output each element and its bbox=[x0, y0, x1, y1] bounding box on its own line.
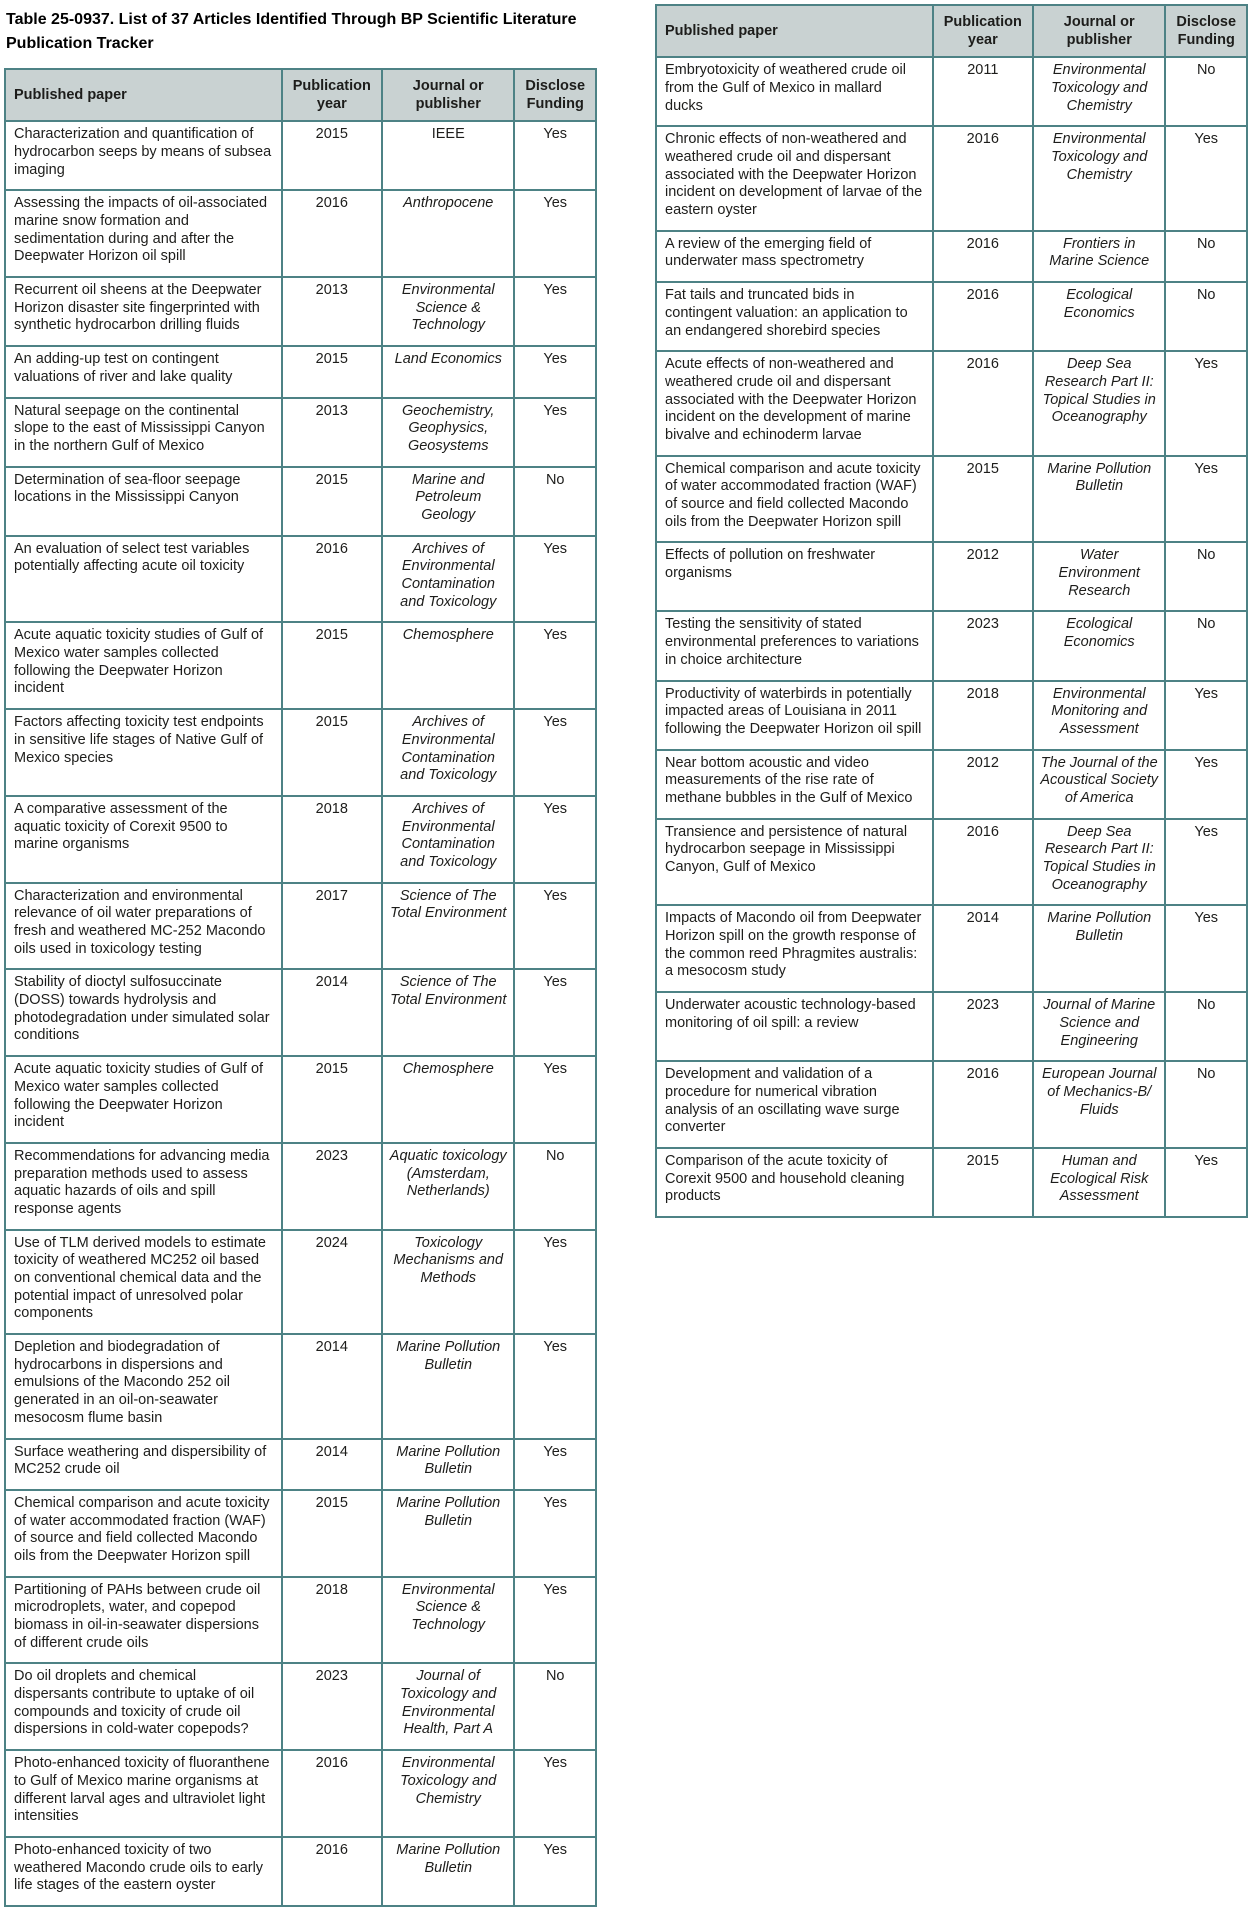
journal-cell: IEEE bbox=[382, 121, 514, 190]
funding-cell: No bbox=[1165, 611, 1247, 680]
paper-cell: Determination of sea-floor seepage locations in the Mississippi Canyon bbox=[5, 467, 282, 536]
table-row bbox=[5, 190, 596, 277]
year-cell: 2012 bbox=[933, 542, 1033, 611]
funding-cell: No bbox=[1165, 282, 1247, 351]
paper-cell: Photo-enhanced toxicity of two weathered Macondo crude oils to early life stages of the eastern oyster bbox=[5, 1837, 282, 1906]
year-cell: 2016 bbox=[933, 282, 1033, 351]
table-row bbox=[5, 1663, 596, 1750]
paper-cell: Assessing the impacts of oil-associated marine snow formation and sedimentation during and after the Deepwater Horizon oil spill bbox=[5, 190, 282, 277]
column-header-disclose-funding: Disclose Funding bbox=[1165, 5, 1247, 57]
funding-cell: Yes bbox=[514, 121, 596, 190]
right-column bbox=[655, 4, 1248, 1218]
funding-cell: Yes bbox=[1165, 126, 1247, 230]
paper-cell: Use of TLM derived models to estimate toxicity of weathered MC252 oil based on conventional chemical data and the potential impact of unresolved polar components bbox=[5, 1230, 282, 1334]
journal-cell: Aquatic toxicology (Amsterdam, Netherlands) bbox=[382, 1143, 514, 1230]
year-cell: 2015 bbox=[282, 467, 382, 536]
year-cell: 2013 bbox=[282, 398, 382, 467]
year-cell: 2018 bbox=[282, 796, 382, 883]
year-cell: 2023 bbox=[933, 611, 1033, 680]
column-header-publication-year: Publication year bbox=[933, 5, 1033, 57]
funding-cell: No bbox=[1165, 57, 1247, 126]
funding-cell: Yes bbox=[514, 1439, 596, 1490]
year-cell: 2016 bbox=[933, 126, 1033, 230]
journal-cell: Environmental Toxicology and Chemistry bbox=[1033, 126, 1165, 230]
year-cell: 2015 bbox=[282, 622, 382, 709]
journal-cell: Marine Pollution Bulletin bbox=[1033, 456, 1165, 543]
table-row bbox=[5, 796, 596, 883]
table-row bbox=[5, 969, 596, 1056]
paper-cell: Underwater acoustic technology-based monitoring of oil spill: a review bbox=[656, 992, 933, 1061]
year-cell: 2015 bbox=[282, 346, 382, 397]
year-cell: 2012 bbox=[933, 750, 1033, 819]
table-row bbox=[5, 277, 596, 346]
paper-cell: Natural seepage on the continental slope to the east of Mississippi Canyon in the northern Gulf of Mexico bbox=[5, 398, 282, 467]
column-header-journal: Journal or publisher bbox=[1033, 5, 1165, 57]
funding-cell: Yes bbox=[1165, 750, 1247, 819]
table-row bbox=[5, 398, 596, 467]
table-header-right bbox=[656, 5, 1247, 57]
paper-cell: Characterization and environmental relevance of oil water preparations of fresh and weathered MC-252 Macondo oils used in toxicology testing bbox=[5, 883, 282, 970]
funding-cell: No bbox=[1165, 542, 1247, 611]
table-row bbox=[656, 750, 1247, 819]
paper-cell: Fat tails and truncated bids in contingent valuation: an application to an endangered shorebird species bbox=[656, 282, 933, 351]
year-cell: 2014 bbox=[282, 1439, 382, 1490]
paper-cell: An evaluation of select test variables potentially affecting acute oil toxicity bbox=[5, 536, 282, 623]
paper-cell: Stability of dioctyl sulfosuccinate (DOSS) towards hydrolysis and photodegradation under simulated solar conditions bbox=[5, 969, 282, 1056]
journal-cell: Marine Pollution Bulletin bbox=[382, 1334, 514, 1438]
table-row bbox=[656, 57, 1247, 126]
paper-cell: Depletion and biodegradation of hydrocarbons in dispersions and emulsions of the Macondo 252 oil generated in an oil-on-seawater mesocosm flume basin bbox=[5, 1334, 282, 1438]
table-row bbox=[656, 231, 1247, 282]
funding-cell: Yes bbox=[514, 1490, 596, 1577]
table-row bbox=[656, 992, 1247, 1061]
articles-table-right bbox=[655, 4, 1248, 1218]
funding-cell: Yes bbox=[514, 1577, 596, 1664]
funding-cell: Yes bbox=[514, 1750, 596, 1837]
paper-cell: A review of the emerging field of underwater mass spectrometry bbox=[656, 231, 933, 282]
funding-cell: Yes bbox=[514, 536, 596, 623]
table-row bbox=[5, 709, 596, 796]
year-cell: 2016 bbox=[933, 1061, 1033, 1148]
journal-cell: Environmental Toxicology and Chemistry bbox=[382, 1750, 514, 1837]
funding-cell: Yes bbox=[514, 622, 596, 709]
column-header-published-paper: Published paper bbox=[656, 5, 933, 57]
table-row bbox=[656, 456, 1247, 543]
journal-cell: Journal of Toxicology and Environmental Health, Part A bbox=[382, 1663, 514, 1750]
journal-cell: Archives of Environmental Contamination and Toxicology bbox=[382, 536, 514, 623]
table-row bbox=[656, 542, 1247, 611]
column-header-published-paper: Published paper bbox=[5, 69, 282, 121]
funding-cell: No bbox=[514, 1663, 596, 1750]
year-cell: 2013 bbox=[282, 277, 382, 346]
year-cell: 2017 bbox=[282, 883, 382, 970]
page-title: Table 25-0937. List of 37 Articles Identified Through BP Scientific Literature Publication Tracker bbox=[6, 11, 577, 52]
funding-cell: No bbox=[1165, 1061, 1247, 1148]
journal-cell: Human and Ecological Risk Assessment bbox=[1033, 1148, 1165, 1217]
paper-cell: Near bottom acoustic and video measurements of the rise rate of methane bubbles in the Gulf of Mexico bbox=[656, 750, 933, 819]
year-cell: 2015 bbox=[933, 456, 1033, 543]
column-header-publication-year: Publication year bbox=[282, 69, 382, 121]
year-cell: 2015 bbox=[282, 1056, 382, 1143]
journal-cell: Environmental Monitoring and Assessment bbox=[1033, 681, 1165, 750]
year-cell: 2016 bbox=[933, 231, 1033, 282]
table-row bbox=[5, 1056, 596, 1143]
funding-cell: Yes bbox=[514, 398, 596, 467]
table-row bbox=[5, 1750, 596, 1837]
journal-cell: Marine and Petroleum Geology bbox=[382, 467, 514, 536]
table-row bbox=[5, 1439, 596, 1490]
funding-cell: Yes bbox=[514, 1056, 596, 1143]
column-header-disclose-funding: Disclose Funding bbox=[514, 69, 596, 121]
journal-cell: Chemosphere bbox=[382, 622, 514, 709]
journal-cell: Geochemistry, Geophysics, Geosystems bbox=[382, 398, 514, 467]
paper-cell: Photo-enhanced toxicity of fluoranthene to Gulf of Mexico marine organisms at different larval ages and ultraviolet light intensities bbox=[5, 1750, 282, 1837]
year-cell: 2014 bbox=[282, 1334, 382, 1438]
journal-cell: Deep Sea Research Part II: Topical Studies in Oceanography bbox=[1033, 819, 1165, 906]
table-row bbox=[5, 1837, 596, 1906]
table-header-left bbox=[5, 69, 596, 121]
journal-cell: The Journal of the Acoustical Society of America bbox=[1033, 750, 1165, 819]
funding-cell: Yes bbox=[1165, 905, 1247, 992]
year-cell: 2016 bbox=[282, 1837, 382, 1906]
paper-cell: Productivity of waterbirds in potentially impacted areas of Louisiana in 2011 following the Deepwater Horizon oil spill bbox=[656, 681, 933, 750]
journal-cell: Ecological Economics bbox=[1033, 282, 1165, 351]
journal-cell: Anthropocene bbox=[382, 190, 514, 277]
funding-cell: Yes bbox=[514, 1334, 596, 1438]
funding-cell: Yes bbox=[514, 1230, 596, 1334]
journal-cell: Environmental Science & Technology bbox=[382, 1577, 514, 1664]
year-cell: 2016 bbox=[282, 190, 382, 277]
journal-cell: Archives of Environmental Contamination and Toxicology bbox=[382, 709, 514, 796]
table-row bbox=[656, 1148, 1247, 1217]
paper-cell: Recurrent oil sheens at the Deepwater Horizon disaster site fingerprinted with synthetic hydrocarbon drilling fluids bbox=[5, 277, 282, 346]
table-row bbox=[656, 611, 1247, 680]
paper-cell: Embryotoxicity of weathered crude oil from the Gulf of Mexico in mallard ducks bbox=[656, 57, 933, 126]
paper-cell: Factors affecting toxicity test endpoints in sensitive life stages of Native Gulf of Mexico species bbox=[5, 709, 282, 796]
table-row bbox=[5, 1230, 596, 1334]
funding-cell: Yes bbox=[514, 969, 596, 1056]
paper-cell: Acute aquatic toxicity studies of Gulf of Mexico water samples collected following the Deepwater Horizon incident bbox=[5, 1056, 282, 1143]
year-cell: 2015 bbox=[933, 1148, 1033, 1217]
funding-cell: Yes bbox=[514, 346, 596, 397]
paper-cell: Development and validation of a procedure for numerical vibration analysis of an oscillating wave surge converter bbox=[656, 1061, 933, 1148]
table-row bbox=[656, 905, 1247, 992]
table-row bbox=[656, 351, 1247, 455]
journal-cell: Environmental Science & Technology bbox=[382, 277, 514, 346]
table-row bbox=[656, 819, 1247, 906]
year-cell: 2011 bbox=[933, 57, 1033, 126]
table-row bbox=[5, 1143, 596, 1230]
year-cell: 2014 bbox=[282, 969, 382, 1056]
funding-cell: No bbox=[1165, 992, 1247, 1061]
year-cell: 2018 bbox=[933, 681, 1033, 750]
table-row bbox=[656, 1061, 1247, 1148]
paper-cell: Effects of pollution on freshwater organisms bbox=[656, 542, 933, 611]
table-row bbox=[656, 282, 1247, 351]
paper-cell: A comparative assessment of the aquatic toxicity of Corexit 9500 to marine organisms bbox=[5, 796, 282, 883]
paper-cell: Impacts of Macondo oil from Deepwater Horizon spill on the growth response of the common reed Phragmites australis: a mesocosm study bbox=[656, 905, 933, 992]
year-cell: 2023 bbox=[282, 1663, 382, 1750]
table-row bbox=[5, 1577, 596, 1664]
paper-cell: Acute effects of non-weathered and weathered crude oil and dispersant associated with the Deepwater Horizon incident on the development of marine bivalve and echinoderm larvae bbox=[656, 351, 933, 455]
paper-cell: Recommendations for advancing media preparation methods used to assess aquatic hazards of oils and spill response agents bbox=[5, 1143, 282, 1230]
table-row bbox=[5, 536, 596, 623]
paper-cell: Chemical comparison and acute toxicity of water accommodated fraction (WAF) of source and field collected Macondo oils from the Deepwater Horizon spill bbox=[656, 456, 933, 543]
journal-cell: Marine Pollution Bulletin bbox=[1033, 905, 1165, 992]
articles-table-left bbox=[4, 68, 597, 1907]
journal-cell: Frontiers in Marine Science bbox=[1033, 231, 1165, 282]
column-header-journal: Journal or publisher bbox=[382, 69, 514, 121]
year-cell: 2016 bbox=[282, 1750, 382, 1837]
year-cell: 2016 bbox=[933, 819, 1033, 906]
year-cell: 2016 bbox=[282, 536, 382, 623]
funding-cell: Yes bbox=[1165, 681, 1247, 750]
table-row bbox=[5, 121, 596, 190]
table-body-left bbox=[5, 121, 596, 1906]
funding-cell: No bbox=[514, 467, 596, 536]
journal-cell: Science of The Total Environment bbox=[382, 969, 514, 1056]
year-cell: 2015 bbox=[282, 121, 382, 190]
journal-cell: Ecological Economics bbox=[1033, 611, 1165, 680]
paper-cell: Chemical comparison and acute toxicity of water accommodated fraction (WAF) of source and field collected Macondo oils from the Deepwater Horizon spill bbox=[5, 1490, 282, 1577]
left-column bbox=[4, 4, 597, 1907]
year-cell: 2023 bbox=[282, 1143, 382, 1230]
funding-cell: No bbox=[1165, 231, 1247, 282]
year-cell: 2014 bbox=[933, 905, 1033, 992]
year-cell: 2018 bbox=[282, 1577, 382, 1664]
paper-cell: Comparison of the acute toxicity of Corexit 9500 and household cleaning products bbox=[656, 1148, 933, 1217]
paper-cell: Testing the sensitivity of stated environmental preferences to variations in choice architecture bbox=[656, 611, 933, 680]
funding-cell: Yes bbox=[514, 277, 596, 346]
year-cell: 2024 bbox=[282, 1230, 382, 1334]
journal-cell: European Journal of Mechanics-B/ Fluids bbox=[1033, 1061, 1165, 1148]
header-row bbox=[5, 69, 596, 121]
journal-cell: Chemosphere bbox=[382, 1056, 514, 1143]
funding-cell: Yes bbox=[1165, 456, 1247, 543]
table-row bbox=[5, 622, 596, 709]
year-cell: 2015 bbox=[282, 709, 382, 796]
table-row bbox=[5, 467, 596, 536]
journal-cell: Journal of Marine Science and Engineering bbox=[1033, 992, 1165, 1061]
paper-cell: An adding-up test on contingent valuations of river and lake quality bbox=[5, 346, 282, 397]
journal-cell: Environmental Toxicology and Chemistry bbox=[1033, 57, 1165, 126]
table-row bbox=[5, 1490, 596, 1577]
funding-cell: Yes bbox=[514, 883, 596, 970]
table-row bbox=[5, 346, 596, 397]
table-row bbox=[5, 883, 596, 970]
paper-cell: Transience and persistence of natural hydrocarbon seepage in Mississippi Canyon, Gulf of Mexico bbox=[656, 819, 933, 906]
journal-cell: Marine Pollution Bulletin bbox=[382, 1837, 514, 1906]
funding-cell: Yes bbox=[1165, 1148, 1247, 1217]
paper-cell: Characterization and quantification of hydrocarbon seeps by means of subsea imaging bbox=[5, 121, 282, 190]
journal-cell: Marine Pollution Bulletin bbox=[382, 1490, 514, 1577]
paper-cell: Do oil droplets and chemical dispersants contribute to uptake of oil compounds and toxicity of crude oil dispersions in cold-water copepods? bbox=[5, 1663, 282, 1750]
funding-cell: Yes bbox=[514, 709, 596, 796]
journal-cell: Water Environment Research bbox=[1033, 542, 1165, 611]
funding-cell: Yes bbox=[1165, 819, 1247, 906]
year-cell: 2016 bbox=[933, 351, 1033, 455]
table-row bbox=[656, 126, 1247, 230]
table-row bbox=[5, 1334, 596, 1438]
paper-cell: Partitioning of PAHs between crude oil microdroplets, water, and copepod biomass in oil-in-seawater dispersions of different crude oils bbox=[5, 1577, 282, 1664]
journal-cell: Archives of Environmental Contamination and Toxicology bbox=[382, 796, 514, 883]
funding-cell: Yes bbox=[514, 1837, 596, 1906]
funding-cell: Yes bbox=[1165, 351, 1247, 455]
journal-cell: Land Economics bbox=[382, 346, 514, 397]
funding-cell: No bbox=[514, 1143, 596, 1230]
header-row bbox=[656, 5, 1247, 57]
paper-cell: Surface weathering and dispersibility of MC252 crude oil bbox=[5, 1439, 282, 1490]
journal-cell: Toxicology Mechanisms and Methods bbox=[382, 1230, 514, 1334]
journal-cell: Marine Pollution Bulletin bbox=[382, 1439, 514, 1490]
funding-cell: Yes bbox=[514, 796, 596, 883]
paper-cell: Acute aquatic toxicity studies of Gulf of Mexico water samples collected following the Deepwater Horizon incident bbox=[5, 622, 282, 709]
paper-cell: Chronic effects of non-weathered and weathered crude oil and dispersant associated with the Deepwater Horizon incident on development of larvae of the eastern oyster bbox=[656, 126, 933, 230]
journal-cell: Science of The Total Environment bbox=[382, 883, 514, 970]
funding-cell: Yes bbox=[514, 190, 596, 277]
year-cell: 2015 bbox=[282, 1490, 382, 1577]
table-body-right bbox=[656, 57, 1247, 1217]
table-row bbox=[656, 681, 1247, 750]
journal-cell: Deep Sea Research Part II: Topical Studies in Oceanography bbox=[1033, 351, 1165, 455]
year-cell: 2023 bbox=[933, 992, 1033, 1061]
